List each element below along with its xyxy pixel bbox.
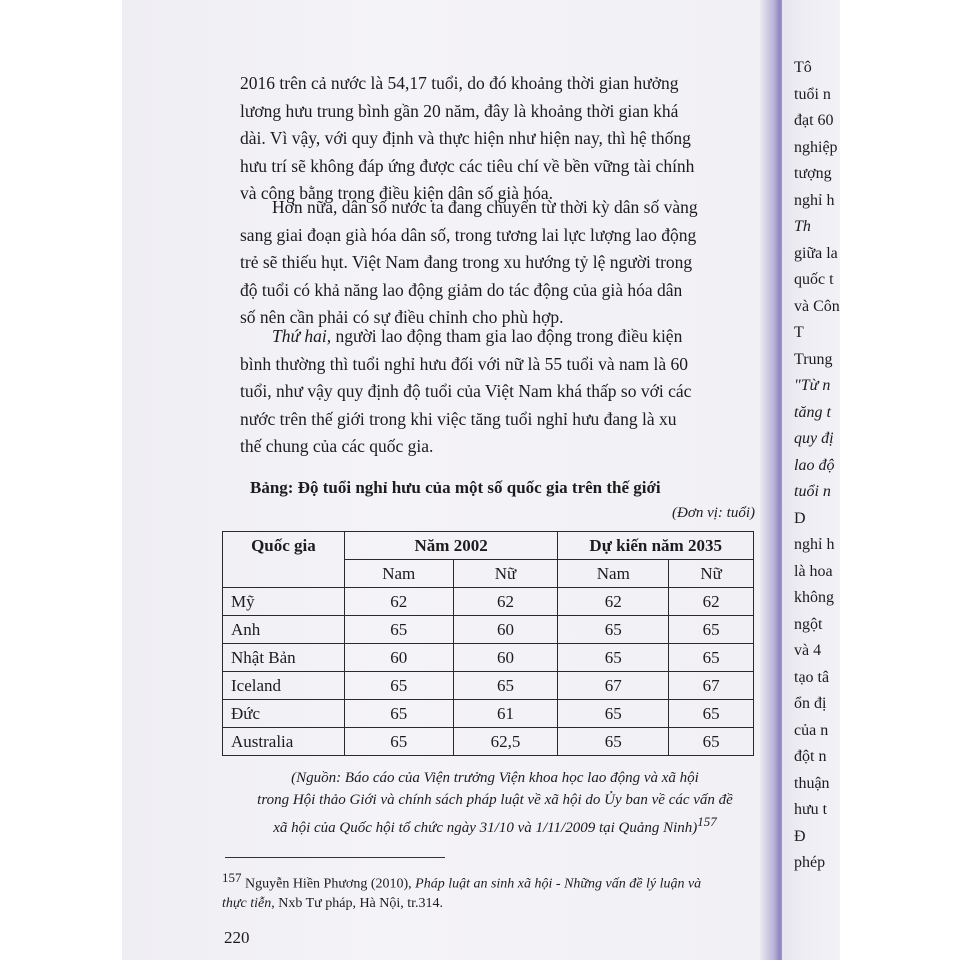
right-page-line: tăng t [794, 403, 831, 421]
table-header-row [223, 532, 754, 560]
cell-value: 65 [669, 616, 754, 644]
subheader-male-2035: Nam [558, 560, 669, 588]
table-row [223, 672, 754, 700]
table-row [223, 588, 754, 616]
right-page-line: ngột [794, 615, 823, 633]
right-page-line: Trung [794, 350, 833, 368]
footnote-title: Pháp luật an sinh xã hội - Những vấn đề lý luận và [415, 876, 702, 892]
right-page-line: phép [794, 854, 826, 871]
text-line: Hơn nữa, dân số nước ta đang chuyển từ thời kỳ dân số vàng [272, 197, 698, 217]
paragraph-2 [240, 194, 760, 332]
right-page-line: Tô [794, 59, 812, 76]
text-line: thế chung của các quốc gia. [240, 436, 434, 456]
footnote-divider [225, 857, 445, 858]
subheader-male-2002: Nam [344, 560, 453, 588]
text-line: sang giai đoạn già hóa dân số, trong tương lai lực lượng lao động [240, 224, 697, 245]
book-page-right [782, 0, 840, 960]
paragraph-3 [240, 323, 760, 461]
cell-value: 65 [344, 700, 453, 728]
table-row [223, 728, 754, 756]
text-line: 2016 trên cả nước là 54,17 tuổi, do đó khoảng thời gian hưởng [240, 73, 679, 93]
right-page-line: D [794, 509, 806, 527]
table-title: Bảng: Độ tuổi nghỉ hưu của một số quốc gia trên thế giới [250, 478, 661, 497]
right-page-line: tuổi n [794, 85, 831, 103]
text-line: tuổi, như vậy quy định độ tuổi của Việt Nam khá thấp so với các [240, 381, 692, 401]
right-page-line: hưu t [794, 801, 828, 818]
right-page-line: của n [794, 721, 829, 739]
right-page-text [794, 55, 840, 877]
table-unit: (Đơn vị: tuổi) [672, 505, 755, 521]
right-page-line: tượng [794, 165, 832, 182]
cell-value: 62 [453, 588, 558, 616]
cell-value: 65 [669, 700, 754, 728]
retirement-age-table [222, 531, 754, 756]
source-line: trong Hội thảo Giới và chính sách pháp luật về xã hội do Ủy ban về các vấn đề [257, 792, 733, 808]
emphasis-lead: Thứ hai, [272, 326, 332, 346]
subheader-female-2035: Nữ [669, 560, 754, 588]
text-line [240, 323, 760, 351]
right-page-line: thuận [794, 774, 830, 792]
cell-value: 67 [558, 672, 669, 700]
right-page-line: đột n [794, 748, 827, 765]
right-page-line: quốc t [794, 271, 834, 288]
source-line: (Nguồn: Báo cáo của Viện trưởng Viện khoa học lao động và xã hội [291, 770, 699, 786]
right-page-line: tạo tâ [794, 668, 830, 686]
cell-value: 60 [453, 644, 558, 672]
right-page-line: tuổi n [794, 483, 831, 500]
cell-country: Nhật Bản [223, 644, 345, 672]
background-right [840, 0, 960, 960]
cell-value: 65 [344, 616, 453, 644]
footnote-ref: 157 [697, 814, 717, 829]
text-line: hưu trí sẽ không đáp ứng được các tiêu chí về bền vững tài chính [240, 155, 695, 176]
text-span: người lao động tham gia lao động trong điều kiện [331, 326, 683, 346]
page-number: 220 [224, 928, 250, 947]
cell-value: 65 [558, 644, 669, 672]
cell-value: 65 [669, 728, 754, 756]
subheader-female-2002: Nữ [453, 560, 558, 588]
right-page-line: "Từ n [794, 377, 831, 394]
cell-value: 65 [558, 616, 669, 644]
paragraph-1 [240, 70, 760, 208]
table-source [225, 767, 765, 839]
cell-value: 61 [453, 700, 558, 728]
text-line: lương hưu trung bình gần 20 năm, đây là khoảng thời gian khá [240, 100, 679, 121]
footnote-line [222, 894, 762, 913]
text-line: số nên cần phải có sự điều chỉnh cho phù hợp. [240, 307, 564, 327]
cell-value: 65 [558, 728, 669, 756]
cell-country: Mỹ [223, 588, 345, 616]
cell-value: 65 [344, 672, 453, 700]
cell-value: 60 [453, 616, 558, 644]
right-page-line: nghỉ h [794, 191, 835, 209]
right-page-line: đạt 60 [794, 112, 834, 129]
table-row [223, 644, 754, 672]
table-row [223, 700, 754, 728]
right-page-line: là hoa [794, 562, 833, 580]
footnote-publisher: , Nxb Tư pháp, Hà Nội, tr.314. [271, 895, 444, 911]
footnote-number: 157 [222, 870, 242, 885]
text-line: độ tuổi có khả năng lao động giảm do tác động của già hóa dân [240, 279, 683, 300]
right-page-line: nghiệp [794, 138, 838, 156]
header-2035: Dự kiến năm 2035 [558, 532, 754, 560]
footnote-author: Nguyễn Hiền Phương (2010), [241, 876, 416, 892]
cell-value: 62,5 [453, 728, 558, 756]
right-page-line: giữa la [794, 244, 838, 262]
text-line: nước trên thế giới trong khi việc tăng tuổi nghỉ hưu đang là xu [240, 408, 677, 429]
footnote-title-cont: thực tiễn [222, 895, 272, 911]
right-page-line: quy đị [794, 430, 834, 447]
text-line: dài. Vì vậy, với quy định và thực hiện như hiện nay, thì hệ thống [240, 128, 691, 148]
cell-value: 62 [344, 588, 453, 616]
text-line: bình thường thì tuổi nghỉ hưu đối với nữ là 55 tuổi và nam là 60 [240, 353, 688, 374]
cell-country: Anh [223, 616, 345, 644]
cell-value: 67 [669, 672, 754, 700]
text-line: và công bằng trong điều kiện dân số già hóa. [240, 183, 553, 203]
source-text: xã hội của Quốc hội tổ chức ngày 31/10 và 1/11/2009 tại Quảng Ninh) [273, 820, 698, 836]
right-page-line: Th [794, 218, 811, 235]
cell-value: 62 [669, 588, 754, 616]
footnote [222, 868, 762, 913]
header-country: Quốc gia [223, 532, 345, 588]
right-page-line: T [794, 324, 804, 341]
header-2002: Năm 2002 [344, 532, 558, 560]
cell-value: 62 [558, 588, 669, 616]
cell-value: 65 [558, 700, 669, 728]
right-page-line: lao độ [794, 456, 835, 474]
source-line [225, 811, 765, 839]
cell-value: 65 [453, 672, 558, 700]
cell-country: Iceland [223, 672, 345, 700]
right-page-line: không [794, 589, 834, 606]
cell-country: Đức [223, 700, 345, 728]
text-line: trẻ sẽ thiếu hụt. Việt Nam đang trong xu hướng tỷ lệ người trong [240, 252, 693, 272]
right-page-line: và Côn [794, 297, 840, 315]
footnote-line [222, 868, 762, 894]
table-row [223, 616, 754, 644]
cell-value: 60 [344, 644, 453, 672]
right-page-line: Đ [794, 827, 806, 845]
cell-value: 65 [669, 644, 754, 672]
right-page-line: và 4 [794, 642, 822, 659]
right-page-line: nghỉ h [794, 536, 835, 553]
right-page-line: ổn đị [794, 695, 827, 712]
cell-country: Australia [223, 728, 345, 756]
cell-value: 65 [344, 728, 453, 756]
background-left [0, 0, 122, 960]
